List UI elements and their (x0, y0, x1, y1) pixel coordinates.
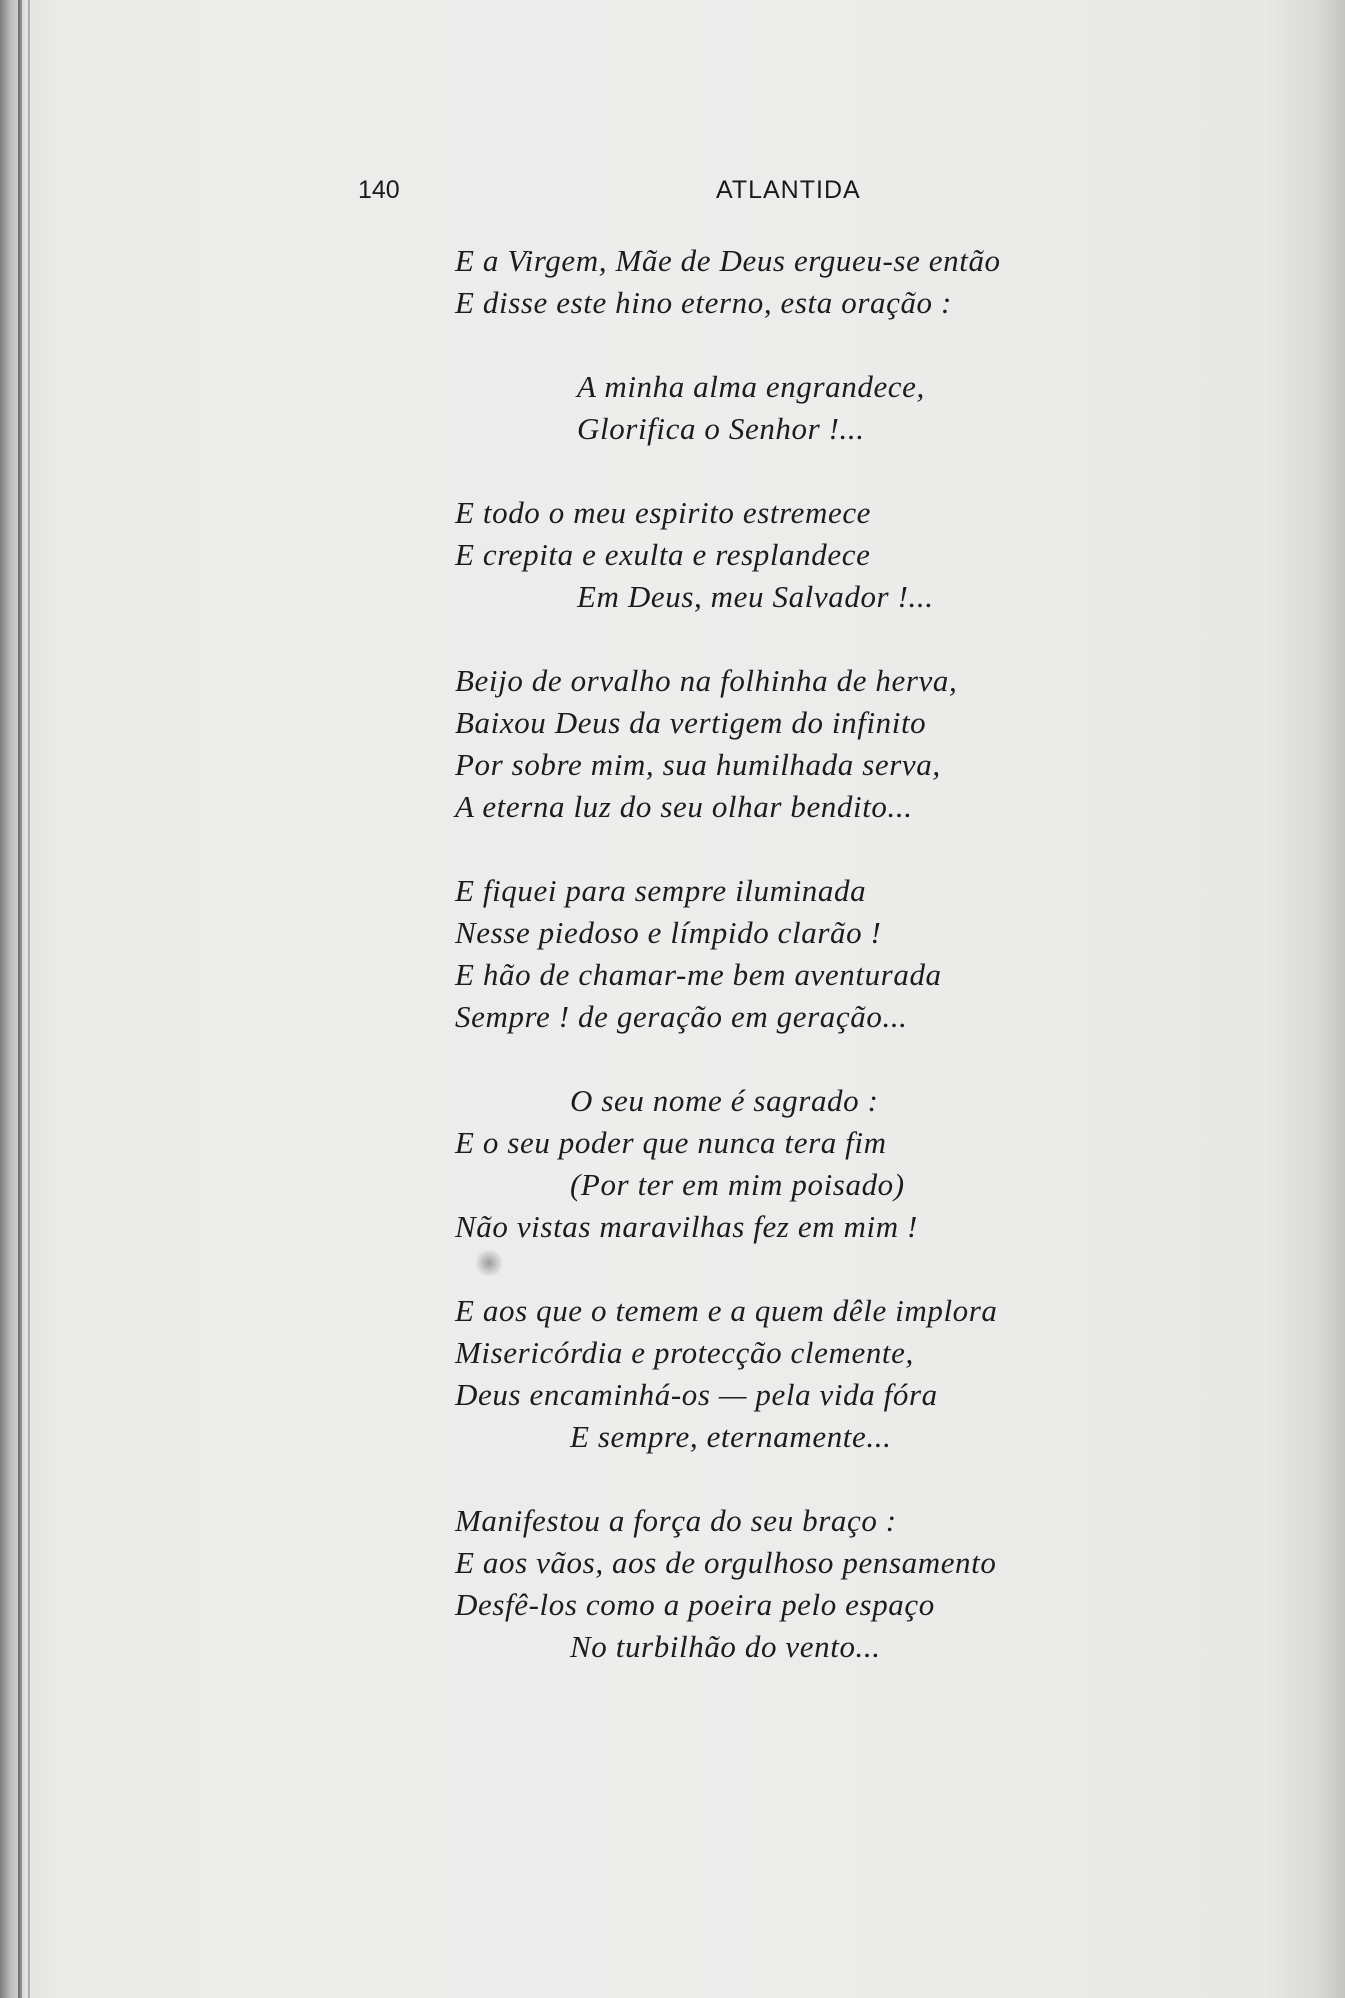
stanza (0, 1500, 1345, 1668)
running-title: ATLANTIDA (716, 176, 861, 204)
verse-line: E disse este hino eterno, esta oração : (455, 285, 952, 320)
ink-spot (476, 1250, 502, 1276)
verse-line: Deus encaminhá-os — pela vida fóra (455, 1377, 938, 1412)
stanza (0, 240, 1345, 324)
verse-line: Desfê-los como a poeira pelo espaço (455, 1587, 935, 1622)
verse-line: Beijo de orvalho na folhinha de herva, (455, 663, 958, 698)
verse-line: Por sobre mim, sua humilhada serva, (455, 747, 941, 782)
verse-line: Manifestou a força do seu braço : (455, 1503, 897, 1538)
verse-line: E a Virgem, Mãe de Deus ergueu-se então (455, 243, 1001, 278)
verse-line: E aos vãos, aos de orgulhoso pensamento (455, 1545, 997, 1580)
page-header (0, 176, 1345, 216)
verse-line: E aos que o temem e a quem dêle implora (455, 1293, 998, 1328)
stanza (0, 1080, 1345, 1248)
verse-line: Não vistas maravilhas fez em mim ! (455, 1209, 918, 1244)
stanza (0, 660, 1345, 828)
verse-line: Baixou Deus da vertigem do infinito (455, 705, 927, 740)
verse-line: E todo o meu espirito estremece (455, 495, 872, 530)
stanza (0, 870, 1345, 1038)
verse-line: Nesse piedoso e límpido clarão ! (455, 915, 882, 950)
verse-line: Misericórdia e protecção clemente, (455, 1335, 914, 1370)
verse-line: Glorifica o Senhor !... (577, 411, 865, 446)
stanza (0, 492, 1345, 618)
stanza (0, 1290, 1345, 1458)
verse-line: E o seu poder que nunca tera fim (455, 1125, 887, 1160)
verse-line: A minha alma engrandece, (577, 369, 925, 404)
poem (0, 240, 1345, 1710)
verse-line: E crepita e exulta e resplandece (455, 537, 871, 572)
page-number: 140 (358, 176, 400, 204)
verse-line: E fiquei para sempre iluminada (455, 873, 867, 908)
verse-line: Em Deus, meu Salvador !... (577, 579, 934, 614)
verse-line: No turbilhão do vento... (570, 1629, 881, 1664)
verse-line: E hão de chamar-me bem aventurada (455, 957, 942, 992)
verse-line: (Por ter em mim poisado) (570, 1167, 905, 1202)
verse-line: A eterna luz do seu olhar bendito... (455, 789, 913, 824)
verse-line: O seu nome é sagrado : (570, 1083, 879, 1118)
stanza (0, 366, 1345, 450)
verse-line: E sempre, eternamente... (570, 1419, 892, 1454)
verse-line: Sempre ! de geração em geração... (455, 999, 908, 1034)
